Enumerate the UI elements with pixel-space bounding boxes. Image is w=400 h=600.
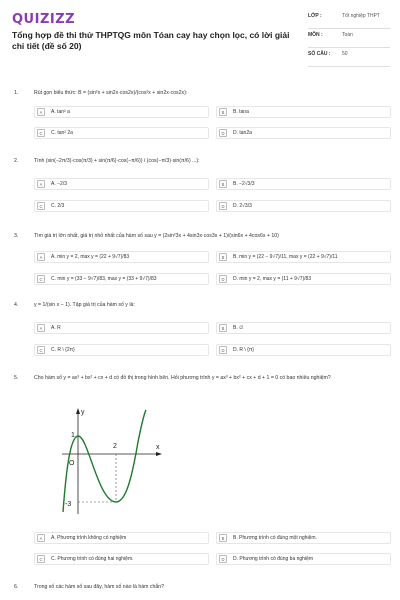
option-text: A. tan² a	[51, 109, 70, 115]
question-number: 3.	[14, 233, 19, 239]
quizizz-logo: QUIZIZZ	[12, 12, 76, 27]
option-b[interactable]	[216, 178, 391, 190]
option-text: D. tan2a	[233, 130, 252, 136]
question-text: Tính (sin(−2π/3)·cos(π/3) + sin(π/6)·cos(−π/6)) / (cos(−π/3)·sin(π/6) ...):	[34, 158, 200, 164]
option-text: C. tan² 2a	[51, 130, 73, 136]
option-c[interactable]	[34, 200, 209, 212]
option-letter-c: C	[37, 275, 45, 283]
y-axis-arrow-icon	[76, 408, 80, 414]
meta-row-subject	[308, 29, 390, 48]
option-letter-d: D	[219, 129, 227, 137]
option-text: D. min y = 2, max y = (11 + 9√7)/83	[233, 276, 312, 282]
y-tick-label-top: 1	[71, 432, 75, 439]
option-letter-c: C	[37, 129, 45, 137]
question-number: 4.	[14, 302, 19, 308]
option-letter-a: A	[37, 324, 45, 332]
option-c[interactable]	[34, 127, 209, 139]
worksheet-title: Tổng hợp đề thi thử THPTQG môn Tóan cay hay chọn lọc, có lời giải chi tiết (đề số 20)	[12, 30, 290, 51]
option-d[interactable]	[216, 273, 391, 285]
option-text: C. 2/3	[51, 203, 65, 209]
option-letter-d: D	[219, 275, 227, 283]
option-text: D. 2√3/3	[233, 203, 252, 209]
option-text: C. Phương trình có đúng hai nghiệm.	[51, 556, 134, 562]
origin-label: O	[69, 460, 75, 467]
worksheet-header	[0, 0, 400, 70]
worksheet-meta	[308, 10, 390, 67]
meta-row-count	[308, 48, 390, 67]
option-text: A. −2/3	[51, 181, 67, 187]
option-text: A. min y = 2, max y = (22 + 9√7)/83	[51, 254, 130, 260]
option-text: B. ∅	[233, 325, 244, 331]
option-letter-c: C	[37, 555, 45, 563]
graph-axes	[62, 408, 162, 514]
meta-value: Toán	[342, 32, 353, 38]
question-number: 1.	[14, 90, 19, 96]
option-letter-d: D	[219, 346, 227, 354]
meta-value: Tốt nghiệp THPT	[342, 13, 380, 19]
option-b[interactable]	[216, 251, 391, 263]
meta-label: MÔN :	[308, 32, 323, 38]
option-letter-a: A	[37, 534, 45, 542]
question-text: Rút gọn biểu thức: B = (sin²x + sin2x·cos2x)/(cos²x + sin2x·cos2x):	[34, 90, 188, 96]
question-text: Cho hàm số y = ax³ + bx² + cx + d có đồ thị trong hình bên. Hỏi phương trình y = ax³ + bx² + cx + d + 1 = 0 có bao nhiêu nghiệm?	[34, 375, 331, 381]
option-a[interactable]	[34, 532, 209, 544]
option-letter-a: A	[37, 253, 45, 261]
option-a[interactable]	[34, 178, 209, 190]
option-c[interactable]	[34, 273, 209, 285]
question-number: 5.	[14, 375, 19, 381]
option-letter-b: B	[219, 108, 227, 116]
option-d[interactable]	[216, 553, 391, 565]
question-text: y = 1/(sin x − 1). Tập giá trị của hàm số y là:	[34, 302, 135, 308]
function-curve	[63, 410, 146, 512]
option-b[interactable]	[216, 532, 391, 544]
option-a[interactable]	[34, 106, 209, 118]
option-text: B. min y = (22 − 9√7)/11, max y = (22 + 9√7)/11	[233, 254, 338, 260]
option-letter-d: D	[219, 202, 227, 210]
y-tick-label-bottom: -3	[65, 501, 72, 508]
question-text: Tìm giá trị lớn nhất, giá trị nhỏ nhất của hàm số sau y = (2sin²3x + 4sin3x·cos3x + 1)/(sin6x + 4cos6x + 10)	[34, 233, 279, 239]
x-axis-label: x	[156, 444, 160, 451]
x-axis-arrow-icon	[156, 452, 162, 456]
option-letter-b: B	[219, 534, 227, 542]
option-letter-b: B	[219, 180, 227, 188]
option-letter-b: B	[219, 324, 227, 332]
question-number: 2.	[14, 158, 19, 164]
option-d[interactable]	[216, 127, 391, 139]
option-d[interactable]	[216, 200, 391, 212]
option-d[interactable]	[216, 344, 391, 356]
option-text: D. R \ {π}	[233, 347, 254, 353]
option-b[interactable]	[216, 322, 391, 334]
option-text: B. Phương trình có đúng một nghiệm.	[233, 535, 317, 541]
cubic-function-graph	[58, 402, 176, 520]
option-c[interactable]	[34, 553, 209, 565]
option-letter-b: B	[219, 253, 227, 261]
option-letter-c: C	[37, 202, 45, 210]
meta-row-class	[308, 10, 390, 29]
meta-label: SỐ CÂU :	[308, 51, 331, 57]
option-text: A. R	[51, 325, 61, 331]
question-text: Trong số các hàm số sau đây, hàm số nào là hàm chẵn?	[34, 584, 165, 590]
meta-label: LỚP :	[308, 13, 322, 19]
meta-value: 50	[342, 51, 348, 57]
option-text: B. tana	[233, 109, 249, 115]
option-letter-d: D	[219, 555, 227, 563]
y-axis-label: y	[81, 409, 85, 416]
option-letter-a: A	[37, 108, 45, 116]
option-text: C. min y = (33 − 9√7)/83, max y = (33 + 9√7)/83	[51, 276, 157, 282]
option-text: D. Phương trình có đúng ba nghiệm	[233, 556, 314, 562]
option-a[interactable]	[34, 251, 209, 263]
option-text: C. R \ {2π}	[51, 347, 75, 353]
question-number: 6.	[14, 584, 19, 590]
x-tick-label: 2	[113, 443, 117, 450]
option-text: B. −2√3/3	[233, 181, 255, 187]
option-letter-c: C	[37, 346, 45, 354]
option-b[interactable]	[216, 106, 391, 118]
option-a[interactable]	[34, 322, 209, 334]
option-c[interactable]	[34, 344, 209, 356]
option-text: A. Phương trình không có nghiệm	[51, 535, 127, 541]
option-letter-a: A	[37, 180, 45, 188]
